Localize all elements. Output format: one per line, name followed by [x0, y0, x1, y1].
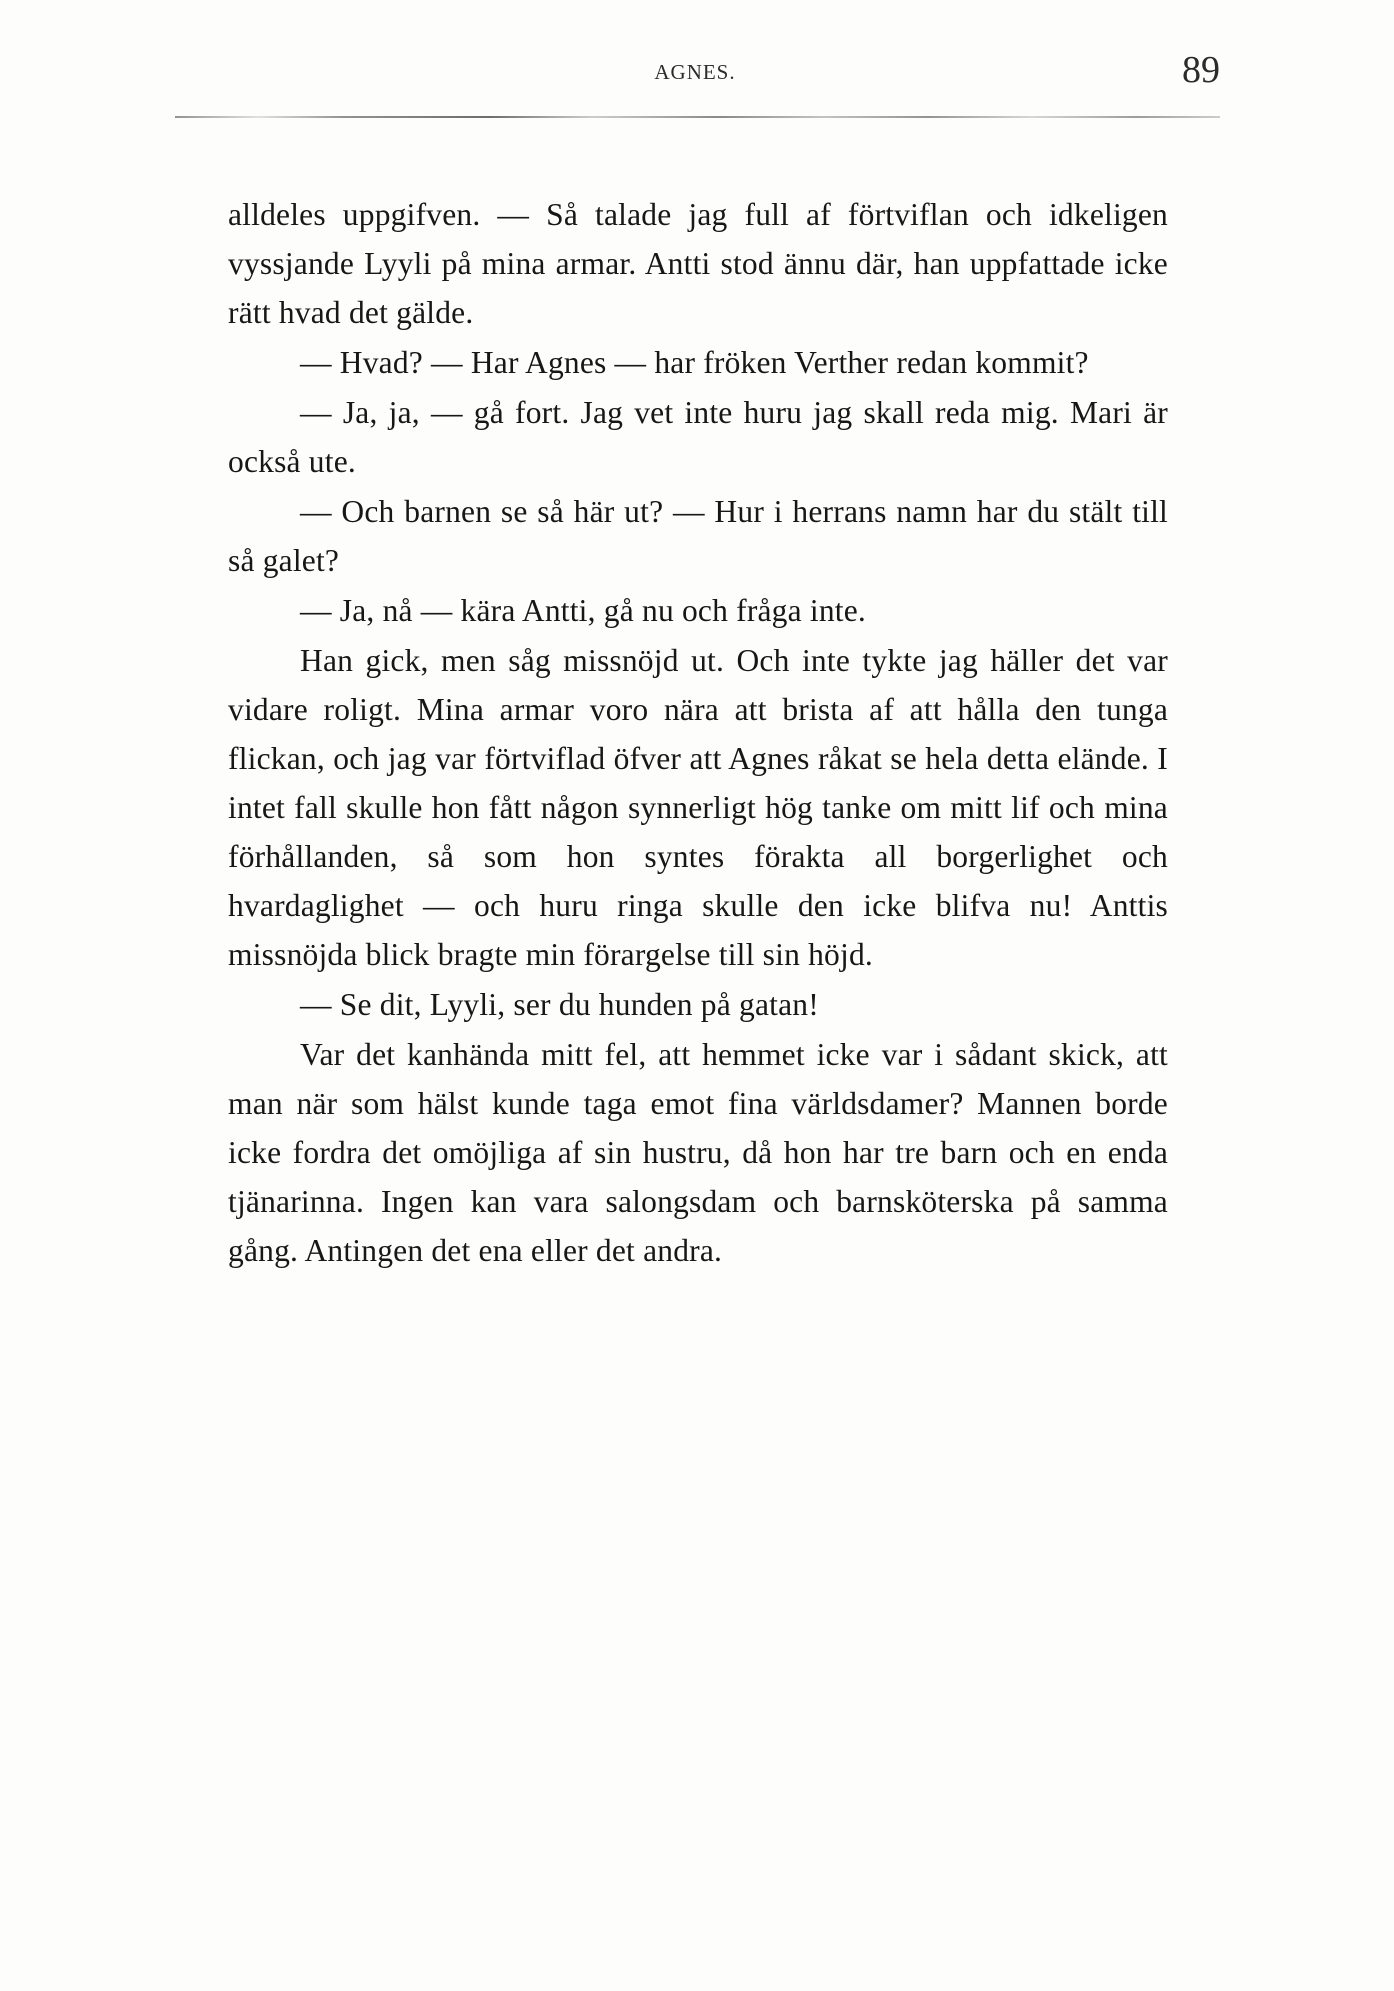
paragraph: — Hvad? — Har Agnes — har fröken Verther redan kommit?: [300, 345, 1089, 380]
paragraph: — Ja, ja, — gå fort. Jag vet inte huru jag skall reda mig. Mari är också ute.: [228, 395, 1168, 479]
page-number: 89: [1182, 49, 1220, 91]
running-head: AGNES.: [654, 60, 736, 84]
paragraph: Han gick, men såg missnöjd ut. Och inte tykte jag häller det var vidare roligt. Mina armar voro nära att brista af att hålla den tunga flickan, och jag var förtviflad öfver att Agnes råkat se hela detta elände. I intet fall skulle hon fått någon synnerligt hög tanke om mitt lif och mina förhållanden, så som hon syntes förakta all borgerlighet och hvardaglighet — och huru ringa skulle den icke blifva nu! Anttis missnöjda blick bragte min förargelse till sin höjd.: [228, 643, 1168, 972]
header-divider: [175, 116, 1220, 118]
page-header: [170, 49, 1220, 100]
paragraph: alldeles uppgifven. — Så talade jag full af förtviflan och idkeligen vyssjande Lyyli på mina armar. Antti stod ännu där, han uppfattade icke rätt hvad det gälde.: [228, 197, 1168, 330]
body-text: [228, 190, 1168, 1276]
paragraph: — Ja, nå — kära Antti, gå nu och fråga inte.: [300, 593, 867, 628]
paragraph: — Se dit, Lyyli, ser du hunden på gatan!: [300, 987, 819, 1022]
paragraph: Var det kanhända mitt fel, att hemmet icke var i sådant skick, att man när som hälst kunde taga emot fina världsdamer? Mannen borde icke fordra det omöjliga af sin hustru, då hon har tre barn och en enda tjänarinna. Ingen kan vara salongsdam och barnsköterska på samma gång. Antingen det ena eller det andra.: [228, 1037, 1168, 1268]
paragraph: — Och barnen se så här ut? — Hur i herrans namn har du stält till så galet?: [228, 494, 1168, 578]
